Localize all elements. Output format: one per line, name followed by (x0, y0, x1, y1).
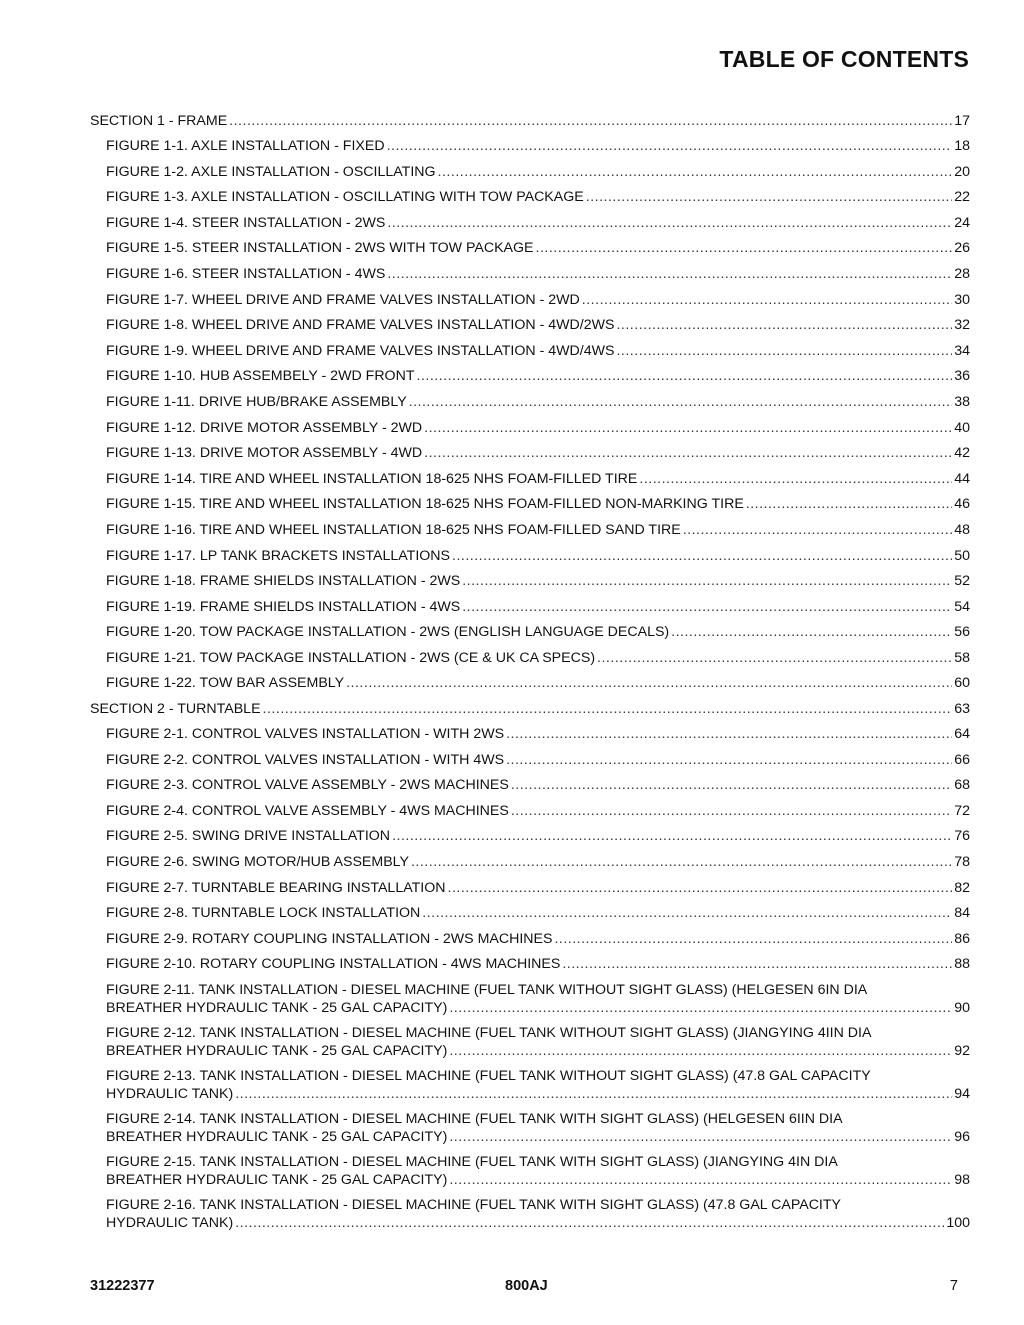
toc-page: 72 (954, 802, 970, 819)
toc-figure-entry[interactable] (90, 470, 970, 488)
dot-leader (387, 137, 953, 155)
toc-figure-entry[interactable] (90, 572, 970, 590)
toc-label: FIGURE 1-15. TIRE AND WHEEL INSTALLATION 18-625 NHS FOAM-FILLED NON-MARKING TIRE (106, 496, 744, 513)
dot-leader (263, 700, 953, 718)
toc-figure-entry[interactable] (90, 879, 970, 897)
dot-leader (229, 112, 952, 130)
toc-label: FIGURE 2-5. SWING DRIVE INSTALLATION (106, 828, 391, 845)
toc-label-line-1: FIGURE 2-13. TANK INSTALLATION - DIESEL MACHINE (FUEL TANK WITHOUT SIGHT GLASS) (47.8 GAL CAPACITY (106, 1068, 871, 1084)
page-title: TABLE OF CONTENTS (719, 46, 969, 72)
toc-page: 64 (954, 726, 970, 743)
dot-leader (449, 1128, 952, 1146)
toc-label: SECTION 1 - FRAME (90, 113, 228, 129)
toc-page: 18 (954, 138, 970, 154)
toc-label: FIGURE 1-8. WHEEL DRIVE AND FRAME VALVES INSTALLATION - 4WD/2WS (106, 317, 615, 334)
dot-leader (235, 1214, 944, 1232)
toc-page: 86 (954, 930, 970, 947)
toc-label: FIGURE 1-18. FRAME SHIELDS INSTALLATION - 2WS (106, 573, 461, 590)
toc-label: FIGURE 2-3. CONTROL VALVE ASSEMBLY - 2WS MACHINES (106, 777, 509, 794)
toc-figure-entry[interactable] (90, 291, 970, 309)
toc-figure-entry[interactable] (90, 188, 970, 206)
toc-label: FIGURE 1-4. STEER INSTALLATION - 2WS (106, 214, 386, 231)
page-number: 7 (949, 1278, 958, 1294)
toc-figure-entry[interactable] (90, 393, 970, 411)
toc-label: FIGURE 1-3. AXLE INSTALLATION - OSCILLATING WITH TOW PACKAGE (106, 189, 584, 206)
section-1-figures (90, 137, 970, 692)
toc-label: FIGURE 1-12. DRIVE MOTOR ASSEMBLY - 2WD (106, 419, 423, 436)
toc-page: 92 (954, 1043, 970, 1059)
dot-leader (424, 444, 952, 462)
dot-leader (536, 239, 953, 257)
toc-figure-entry[interactable] (90, 930, 970, 948)
dot-leader (582, 291, 952, 309)
dot-leader (616, 342, 952, 360)
dot-leader (562, 955, 952, 973)
toc-figure-entry[interactable] (90, 802, 970, 820)
toc-figure-entry[interactable] (90, 1110, 970, 1146)
toc-page: 52 (954, 573, 970, 590)
toc-label: FIGURE 1-14. TIRE AND WHEEL INSTALLATION 18-625 NHS FOAM-FILLED TIRE (106, 470, 638, 487)
section-2-figures (90, 725, 970, 973)
toc-label-line-1: FIGURE 2-16. TANK INSTALLATION - DIESEL MACHINE (FUEL TANK WITH SIGHT GLASS) (47.8 GAL CAPACITY (106, 1197, 842, 1213)
toc-figure-entry[interactable] (90, 265, 970, 283)
dot-leader (506, 725, 952, 743)
toc-label: FIGURE 1-21. TOW PACKAGE INSTALLATION - 2WS (CE & UK CA SPECS) (106, 649, 596, 666)
toc-list (90, 108, 970, 1239)
dot-leader (671, 623, 952, 641)
toc-page: 34 (954, 342, 970, 359)
dot-leader (449, 1042, 952, 1060)
toc-label: FIGURE 1-5. STEER INSTALLATION - 2WS WITH TOW PACKAGE (106, 240, 534, 257)
dot-leader (235, 1085, 952, 1103)
toc-page: 17 (954, 113, 970, 129)
toc-page: 20 (954, 163, 970, 180)
toc-figure-entry[interactable] (90, 827, 970, 845)
toc-figure-entry[interactable] (90, 419, 970, 437)
dot-leader (417, 367, 953, 385)
toc-label: FIGURE 1-2. AXLE INSTALLATION - OSCILLATING (106, 163, 436, 180)
dot-leader (511, 802, 952, 820)
toc-page: 26 (954, 240, 970, 257)
toc-figure-entry[interactable] (90, 163, 970, 181)
toc-label: FIGURE 2-4. CONTROL VALVE ASSEMBLY - 4WS MACHINES (106, 802, 509, 819)
toc-label-line-2: HYDRAULIC TANK) (106, 1086, 234, 1102)
toc-label: FIGURE 2-7. TURNTABLE BEARING INSTALLATION (106, 879, 446, 896)
toc-label: FIGURE 2-9. ROTARY COUPLING INSTALLATION - 2WS MACHINES (106, 930, 553, 947)
toc-page: 94 (954, 1086, 970, 1102)
toc-page: 30 (954, 291, 970, 308)
toc-label: FIGURE 1-11. DRIVE HUB/BRAKE ASSEMBLY (106, 393, 407, 410)
toc-label: FIGURE 2-2. CONTROL VALVES INSTALLATION - WITH 4WS (106, 751, 505, 768)
dot-leader (422, 904, 952, 922)
dot-leader (511, 776, 952, 794)
toc-figure-entry[interactable] (90, 547, 970, 565)
toc-figure-entry[interactable] (90, 1153, 970, 1189)
toc-figure-entry[interactable] (90, 649, 970, 667)
model-name: 800AJ (505, 1278, 548, 1294)
toc-page: 96 (954, 1129, 970, 1145)
toc-label: FIGURE 1-17. LP TANK BRACKETS INSTALLATIONS (106, 547, 451, 564)
toc-page: 32 (954, 317, 970, 334)
toc-label-line-2: BREATHER HYDRAULIC TANK - 25 GAL CAPACITY) (106, 1043, 448, 1059)
toc-page: 66 (954, 751, 970, 768)
section-2-multiline-figures (90, 981, 970, 1232)
dot-leader (554, 930, 952, 948)
toc-page: 78 (954, 854, 970, 871)
toc-page: 84 (954, 905, 970, 922)
toc-label: FIGURE 1-6. STEER INSTALLATION - 4WS (106, 265, 386, 282)
toc-label: FIGURE 1-19. FRAME SHIELDS INSTALLATION - 4WS (106, 598, 461, 615)
dot-leader (586, 188, 952, 206)
toc-label: FIGURE 2-10. ROTARY COUPLING INSTALLATION - 4WS MACHINES (106, 956, 561, 973)
dot-leader (438, 163, 953, 181)
toc-label: SECTION 2 - TURNTABLE (90, 701, 261, 718)
toc-figure-entry[interactable] (90, 981, 970, 1017)
toc-figure-entry[interactable] (90, 725, 970, 743)
toc-figure-entry[interactable] (90, 137, 970, 155)
toc-figure-entry[interactable] (90, 598, 970, 616)
dot-leader (411, 853, 952, 871)
toc-figure-entry[interactable] (90, 342, 970, 360)
toc-figure-entry[interactable] (90, 367, 970, 385)
toc-label: FIGURE 1-7. WHEEL DRIVE AND FRAME VALVES INSTALLATION - 2WD (106, 291, 580, 308)
toc-figure-entry[interactable] (90, 214, 970, 232)
toc-page: 36 (954, 368, 970, 385)
toc-page: 50 (954, 547, 970, 564)
toc-page: 58 (954, 649, 970, 666)
toc-label: FIGURE 2-1. CONTROL VALVES INSTALLATION - WITH 2WS (106, 726, 505, 743)
toc-label-line-2: BREATHER HYDRAULIC TANK - 25 GAL CAPACITY) (106, 1000, 448, 1016)
toc-label-line-1: FIGURE 2-15. TANK INSTALLATION - DIESEL MACHINE (FUEL TANK WITH SIGHT GLASS) (JIANGYING 4IN DIA (106, 1154, 838, 1170)
dot-leader (387, 265, 952, 283)
toc-page: 46 (954, 496, 970, 513)
toc-figure-entry[interactable] (90, 955, 970, 973)
dot-leader (506, 751, 952, 769)
toc-page: 42 (954, 445, 970, 462)
toc-label-line-1: FIGURE 2-12. TANK INSTALLATION - DIESEL MACHINE (FUEL TANK WITHOUT SIGHT GLASS) (JIANGYING 4IIN DIA (106, 1025, 872, 1041)
toc-label: FIGURE 2-6. SWING MOTOR/HUB ASSEMBLY (106, 854, 409, 871)
toc-page: 44 (954, 470, 970, 487)
dot-leader (746, 495, 952, 513)
toc-figure-entry[interactable] (90, 1196, 970, 1232)
toc-page: 56 (954, 624, 970, 641)
toc-figure-entry[interactable] (90, 776, 970, 794)
toc-label: FIGURE 1-20. TOW PACKAGE INSTALLATION - 2WS (ENGLISH LANGUAGE DECALS) (106, 624, 670, 641)
toc-label-line-2: HYDRAULIC TANK) (106, 1215, 234, 1231)
dot-leader (462, 572, 952, 590)
dot-leader (462, 598, 952, 616)
toc-figure-entry[interactable] (90, 521, 970, 539)
toc-page: 22 (954, 189, 970, 206)
dot-leader (597, 649, 952, 667)
toc-label-line-2: BREATHER HYDRAULIC TANK - 25 GAL CAPACITY) (106, 1172, 448, 1188)
toc-page: 98 (954, 1172, 970, 1188)
toc-page: 40 (954, 419, 970, 436)
toc-figure-entry[interactable] (90, 853, 970, 871)
dot-leader (639, 470, 952, 488)
dot-leader (409, 393, 953, 411)
toc-page: 76 (954, 828, 970, 845)
dot-leader (449, 999, 952, 1017)
toc-section-1[interactable] (90, 112, 970, 130)
toc-label: FIGURE 2-8. TURNTABLE LOCK INSTALLATION (106, 905, 421, 922)
dot-leader (449, 1171, 952, 1189)
toc-label: FIGURE 1-10. HUB ASSEMBELY - 2WD FRONT (106, 368, 415, 385)
toc-page: 54 (954, 598, 970, 615)
dot-leader (346, 674, 952, 692)
toc-figure-entry[interactable] (90, 495, 970, 513)
dot-leader (424, 419, 952, 437)
toc-page: 60 (954, 675, 970, 692)
toc-figure-entry[interactable] (90, 674, 970, 692)
toc-label-line-1: FIGURE 2-14. TANK INSTALLATION - DIESEL MACHINE (FUEL TANK WITH SIGHT GLASS) (HELGESEN 6IIN DIA (106, 1111, 843, 1127)
toc-section-2[interactable] (90, 700, 970, 718)
dot-leader (452, 547, 952, 565)
toc-page: 82 (954, 879, 970, 896)
toc-page: 28 (954, 265, 970, 282)
toc-page: 24 (954, 214, 970, 231)
toc-label: FIGURE 1-16. TIRE AND WHEEL INSTALLATION 18-625 NHS FOAM-FILLED SAND TIRE (106, 521, 681, 538)
toc-page: 100 (946, 1215, 970, 1231)
toc-figure-entry[interactable] (90, 751, 970, 769)
toc-figure-entry[interactable] (90, 904, 970, 922)
toc-label-line-2: BREATHER HYDRAULIC TANK - 25 GAL CAPACITY) (106, 1129, 448, 1145)
toc-label: FIGURE 1-22. TOW BAR ASSEMBLY (106, 675, 345, 692)
toc-figure-entry[interactable] (90, 316, 970, 334)
toc-label: FIGURE 1-13. DRIVE MOTOR ASSEMBLY - 4WD (106, 445, 423, 462)
toc-page: 38 (954, 393, 970, 410)
document-number: 31222377 (90, 1278, 155, 1294)
toc-page: 63 (954, 701, 970, 718)
toc-page: 88 (954, 956, 970, 973)
toc-label: FIGURE 1-9. WHEEL DRIVE AND FRAME VALVES INSTALLATION - 4WD/4WS (106, 342, 615, 359)
toc-page: 90 (954, 1000, 970, 1016)
toc-page: 68 (954, 777, 970, 794)
toc-figure-entry[interactable] (90, 1067, 970, 1103)
dot-leader (387, 214, 952, 232)
dot-leader (392, 827, 952, 845)
dot-leader (616, 316, 952, 334)
toc-page: 48 (954, 521, 970, 538)
toc-label-line-1: FIGURE 2-11. TANK INSTALLATION - DIESEL MACHINE (FUEL TANK WITHOUT SIGHT GLASS) (HELGESEN 6IN DIA (106, 982, 868, 998)
dot-leader (448, 879, 953, 897)
toc-label: FIGURE 1-1. AXLE INSTALLATION - FIXED (106, 138, 385, 154)
dot-leader (683, 521, 952, 539)
toc-figure-entry[interactable] (90, 444, 970, 462)
toc-figure-entry[interactable] (90, 239, 970, 257)
toc-figure-entry[interactable] (90, 623, 970, 641)
toc-figure-entry[interactable] (90, 1024, 970, 1060)
